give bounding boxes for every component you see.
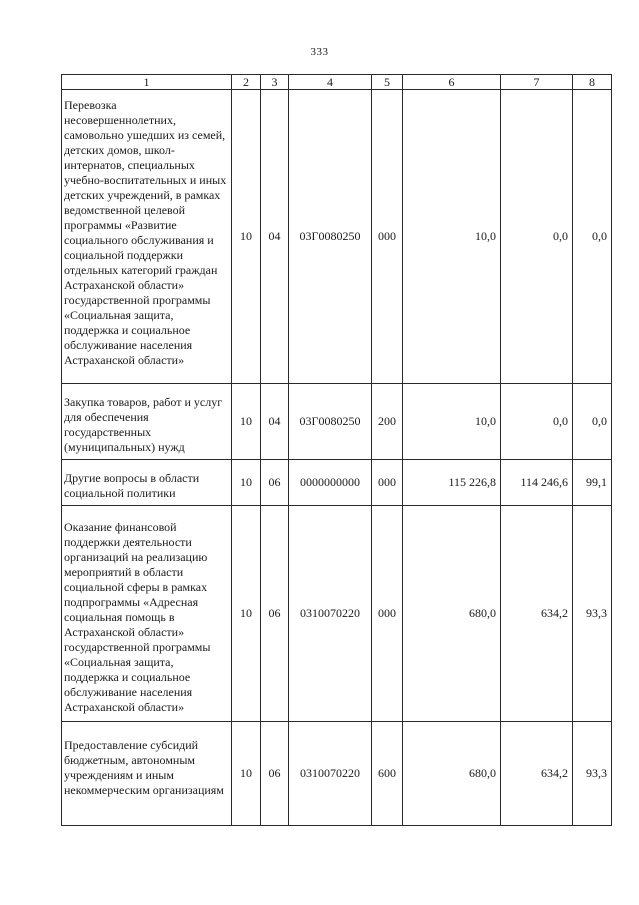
table-row [62, 460, 612, 506]
row-percent: 0,0 [573, 90, 612, 384]
row-target-article: 0000000000 [289, 460, 372, 506]
table-row [62, 384, 612, 460]
row-percent: 99,1 [573, 460, 612, 506]
row-subsection: 04 [261, 384, 289, 460]
column-header: 2 [232, 75, 261, 90]
row-description: Другие вопросы в области социальной политики [62, 460, 232, 506]
row-description: Предоставление субсидий бюджетным, автономным учреждениям и иным некоммерческим организациям [62, 722, 232, 826]
row-executed-amount: 0,0 [501, 384, 573, 460]
row-percent: 93,3 [573, 506, 612, 722]
row-percent: 0,0 [573, 384, 612, 460]
row-target-article: 0310070220 [289, 722, 372, 826]
row-section: 10 [232, 90, 261, 384]
row-subsection: 04 [261, 90, 289, 384]
row-planned-amount: 10,0 [403, 90, 501, 384]
page-number: 333 [310, 46, 329, 58]
row-target-article: 03Г0080250 [289, 90, 372, 384]
row-expense-type: 000 [372, 460, 403, 506]
row-executed-amount: 634,2 [501, 506, 573, 722]
row-section: 10 [232, 722, 261, 826]
row-expense-type: 000 [372, 506, 403, 722]
budget-table [61, 74, 612, 826]
row-expense-type: 600 [372, 722, 403, 826]
row-planned-amount: 10,0 [403, 384, 501, 460]
column-header: 6 [403, 75, 501, 90]
column-header: 7 [501, 75, 573, 90]
column-header: 4 [289, 75, 372, 90]
row-target-article: 0310070220 [289, 506, 372, 722]
row-description: Закупка товаров, работ и услуг для обеспечения государственных (муниципальных) нужд [62, 384, 232, 460]
row-description: Оказание финансовой поддержки деятельности организаций на реализацию мероприятий в области социальной сферы в рамках подпрограммы «Адресная социальная помощь в Астраханской области» государственной программы «Социальная защита, поддержка и социальное обслуживание населения Астраханской области» [62, 506, 232, 722]
row-subsection: 06 [261, 722, 289, 826]
row-section: 10 [232, 384, 261, 460]
row-executed-amount: 0,0 [501, 90, 573, 384]
column-header: 1 [62, 75, 232, 90]
column-header: 5 [372, 75, 403, 90]
row-description: Перевозка несовершеннолетних, самовольно ушедших из семей, детских домов, школ-интернатов, специальных учебно-воспитательных и иных детских учреждений, в рамках ведомственной целевой программы «Развитие социального обслуживания и социальной поддержки отдельных категорий граждан Астраханской области» государственной программы «Социальная защита, поддержка и социальное обслуживание населения Астраханской области» [62, 90, 232, 384]
row-executed-amount: 114 246,6 [501, 460, 573, 506]
row-planned-amount: 115 226,8 [403, 460, 501, 506]
row-planned-amount: 680,0 [403, 506, 501, 722]
row-target-article: 03Г0080250 [289, 384, 372, 460]
row-subsection: 06 [261, 506, 289, 722]
row-expense-type: 000 [372, 90, 403, 384]
row-subsection: 06 [261, 460, 289, 506]
table-row [62, 722, 612, 826]
row-percent: 93,3 [573, 722, 612, 826]
table-row [62, 90, 612, 384]
row-expense-type: 200 [372, 384, 403, 460]
table-row [62, 506, 612, 722]
column-header: 3 [261, 75, 289, 90]
row-executed-amount: 634,2 [501, 722, 573, 826]
table-header [62, 75, 612, 90]
column-header: 8 [573, 75, 612, 90]
row-planned-amount: 680,0 [403, 722, 501, 826]
row-section: 10 [232, 506, 261, 722]
row-section: 10 [232, 460, 261, 506]
